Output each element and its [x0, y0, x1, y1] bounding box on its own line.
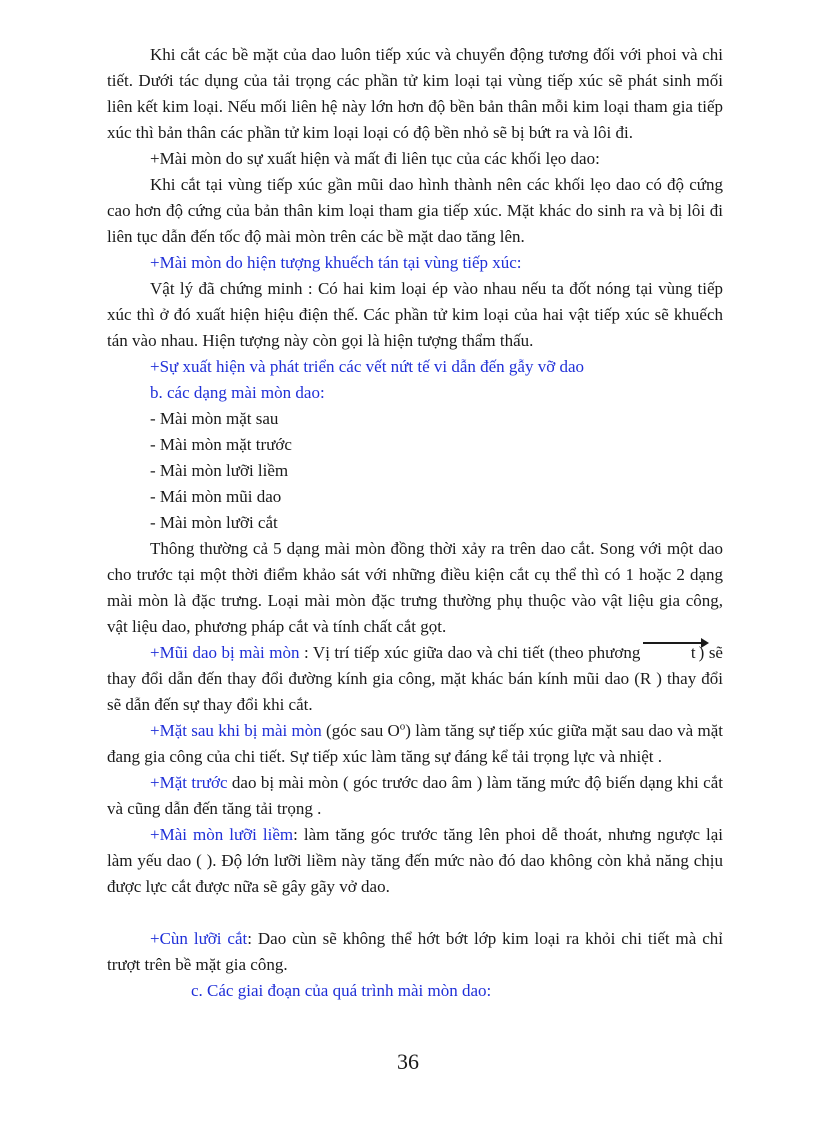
- main-text: [107, 42, 723, 1004]
- text-segment: : làm tăng góc trước tăng lên phoi dễ thoát, nhưng ngược lại làm yếu dao ( ). Độ lớn lưỡi liềm này tăng đến mức nào đó dao không còn khả năng chịu được lực cắt được nữa sẽ gây gãy vở dao.: [107, 825, 724, 896]
- term-crater-wear: +Mài mòn lưỡi liềm: [150, 825, 294, 844]
- vector-letter: t: [690, 643, 696, 662]
- term-nose-wear: +Mũi dao bị mài mòn: [150, 643, 300, 662]
- subheading-micro-cracks: +Sự xuất hiện và phát triển các vết nứt tế vi dẫn đến gẫy vỡ dao: [150, 357, 585, 376]
- paragraph-nose-wear: [107, 640, 723, 718]
- paragraph-adhesion: Khi cắt các bề mặt của dao luôn tiếp xúc và chuyển động tương đối với phoi và chi tiết. Dưới tác dụng của tải trọng các phần tử kim loại tại vùng tiếp xúc sẽ phát sinh mối liên kết kim loại. Nếu mối liên hệ này lớn hơn độ bền bản thân mỗi kim loại tham gia tiếp xúc thì bản thân các phần tử kim loại loại có độ bền nhỏ sẽ bị bứt ra và lôi đi.: [107, 45, 723, 142]
- vector-t-symbol: [645, 640, 699, 666]
- text-segment: ) sẽ thay đổi dẫn đến thay đổi đường kính gia công, mặt khác bán kính mũi dao (R ) thay đổi sẽ dẫn đến sự thay đổi khi cắt.: [107, 643, 723, 714]
- paragraph-dull-edge: [107, 926, 723, 978]
- term-flank-wear: +Mặt sau khi bị mài mòn: [150, 721, 322, 740]
- blank-line: [107, 900, 723, 926]
- term-dull-edge: +Cùn lưỡi cắt: [150, 929, 248, 948]
- section-heading-c: c. Các giai đoạn của quá trình mài mòn dao:: [191, 981, 492, 1000]
- page-number: 36: [397, 1049, 419, 1074]
- paragraph-wear-types-summary: Thông thường cả 5 dạng mài mòn đồng thời xảy ra trên dao cắt. Song với một dao cho trước tại một thời điểm khảo sát với những điều kiện cắt cụ thể thì có 1 hoặc 2 dạng mài mòn là đặc trưng. Loại mài mòn đặc trưng thường phụ thuộc vào vật liệu gia công, vật liệu dao, phương pháp cắt và tính chất cắt gọt.: [107, 539, 723, 636]
- list-item: - Mái mòn mũi dao: [150, 487, 282, 506]
- text-segment: : Vị trí tiếp xúc giữa dao và chi tiết (theo phương: [299, 643, 645, 662]
- list-item: - Mài mòn mặt sau: [150, 409, 279, 428]
- term-rake-face: +Mặt trước: [150, 773, 228, 792]
- paragraph-crater-wear: [107, 822, 723, 900]
- degree-superscript: o: [399, 720, 406, 733]
- subheading-built-up-edge: +Mài mòn do sự xuất hiện và mất đi liên tục của các khối lẹo dao:: [150, 149, 600, 168]
- subheading-diffusion: +Mài mòn do hiện tượng khuếch tán tại vùng tiếp xúc:: [150, 253, 522, 272]
- paragraph-flank-wear: [107, 718, 723, 770]
- text-segment: : Dao cùn sẽ không thể hớt bớt lớp kim loại ra khỏi chi tiết mà chỉ trượt trên bề mặt gia công.: [107, 929, 723, 974]
- list-item: - Mài mòn lưỡi liềm: [150, 461, 289, 480]
- list-item: - Mài mòn lưỡi cắt: [150, 513, 278, 532]
- paragraph-diffusion: Vật lý đã chứng minh : Có hai kim loại ép vào nhau nếu ta đốt nóng tại vùng tiếp xúc thì ở đó xuất hiện hiệu điện thế. Các phần tử kim loại của hai vật tiếp xúc sẽ khuếch tán vào nhau. Hiện tượng này còn gọi là hiện tượng thẩm thấu.: [107, 279, 723, 350]
- section-heading-b: b. các dạng mài mòn dao:: [150, 383, 325, 402]
- list-item: - Mài mòn mặt trước: [150, 435, 292, 454]
- paragraph-rake-wear: [107, 770, 723, 822]
- paragraph-built-up-edge: Khi cắt tại vùng tiếp xúc gần mũi dao hình thành nên các khối lẹo dao có độ cứng cao hơn độ cứng của bản thân kim loại tham gia tiếp xúc. Mặt khác do sinh ra và bị lôi đi liên tục dẫn đến tốc độ mài mòn trên các bề mặt dao tăng lên.: [107, 175, 723, 246]
- text-segment: (góc sau O: [321, 721, 400, 740]
- text-segment: dao bị mài mòn ( góc trước dao âm ) làm tăng mức độ biến dạng khi cắt và cũng dẫn đến tăng tải trọng .: [107, 773, 723, 818]
- text-segment: ) làm tăng sự tiếp xúc giữa mặt sau dao và mặt đang gia công của chi tiết. Sự tiếp xúc làm tăng sự đáng kể tải trọng lực và nhiệt .: [107, 721, 723, 766]
- vector-arrow-icon: [643, 642, 707, 644]
